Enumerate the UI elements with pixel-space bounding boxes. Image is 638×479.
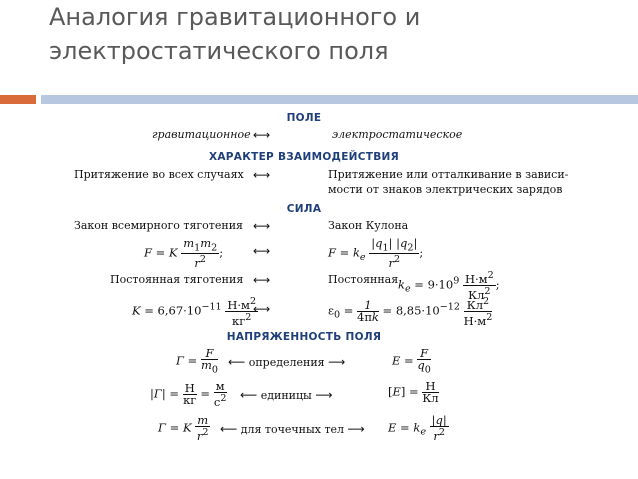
label-units: единицы <box>260 389 312 402</box>
formula-ke-value: $k_e = 9\cdot 10^9$ $\frac{Н\cdot м^2}{Кл^2}$ ; <box>398 270 500 302</box>
label-attraction-all: Притяжение во всех случаях <box>74 168 244 181</box>
arrow-both-icon: ⟷ <box>253 219 271 233</box>
label-attraction-or-repulsion-1: Притяжение или отталкивание в зависи- <box>328 168 569 181</box>
slide-title-line-1: Аналогия гравитационного и <box>49 3 421 31</box>
arrow-both-icon: ⟷ <box>253 128 271 142</box>
arrow-both-icon: ⟷ <box>253 244 271 258</box>
units-row-label <box>240 388 333 402</box>
arrow-both-icon: ⟷ <box>253 168 271 182</box>
formula-table-image <box>70 106 569 443</box>
arrow-left-icon: ⟵ <box>228 355 246 369</box>
label-law-gravity: Закон всемирного тяготения <box>74 219 243 232</box>
label-electrostatic: электростатическое <box>332 128 463 141</box>
label-const-grav: Постоянная тяготения <box>110 273 244 286</box>
heading-intensity: НАПРЯЖЕННОСТЬ ПОЛЯ <box>226 331 382 343</box>
heading-field: ПОЛЕ <box>286 112 322 124</box>
arrow-left-icon: ⟵ <box>220 422 238 436</box>
formula-gravity-force: F = K $\frac{m_1m_2}{r^2}$ ; <box>144 236 224 271</box>
label-attraction-or-repulsion-2: мости от знаков электрических зарядов <box>328 183 563 196</box>
accent-bar-blue <box>41 95 638 104</box>
formula-e-units: [E] = $\frac{Н}{Кл}$ <box>388 379 439 405</box>
label-definitions: определения <box>248 356 325 369</box>
heading-force: СИЛА <box>286 203 322 215</box>
formula-gamma-point: Γ = K $\frac{m}{r^2}$ <box>158 413 209 443</box>
definitions-row-label <box>228 355 345 369</box>
arrow-both-icon: ⟷ <box>253 273 271 287</box>
formula-gamma-definition: Γ = $\frac{F}{m_0}$ <box>176 346 218 376</box>
arrow-both-icon: ⟷ <box>253 302 271 316</box>
formula-gamma-units: |Γ| = $\frac{Н}{кг}$ = $\frac{м}{с^2}$ <box>150 379 227 409</box>
label-point-bodies: для точечных тел <box>240 423 345 436</box>
accent-bar-orange <box>0 95 36 104</box>
formula-k-value: $K = 6,67\cdot 10^{-11}$ $\frac{Н\cdot м^2}{кг^2}$ <box>132 296 257 328</box>
heading-interaction: ХАРАКТЕР ВЗАИМОДЕЙСТВИЯ <box>208 151 400 163</box>
arrow-right-icon: ⟶ <box>315 388 333 402</box>
arrow-right-icon: ⟶ <box>328 355 346 369</box>
arrow-left-icon: ⟵ <box>240 388 258 402</box>
slide-title <box>49 0 629 68</box>
slide-title-line-2: электростатического поля <box>49 37 389 65</box>
label-const-el: Постоянная <box>328 273 399 286</box>
label-gravitational: гравитационное <box>152 128 251 141</box>
label-law-coulomb: Закон Кулона <box>328 219 409 232</box>
formula-eps0-value: $\varepsilon_0$ = $\frac{1}{4\pi k}$ = $8,85\cdot 10^{-12}$ $\frac{Кл^2}{Н\cdot м^2}$ <box>328 296 493 328</box>
formula-e-point: $E = k_e$ $\frac{|q|}{r^2}$ <box>388 413 447 443</box>
formula-e-definition: E = $\frac{F}{q_0}$ <box>392 346 431 376</box>
point-bodies-row-label <box>220 422 365 436</box>
arrow-right-icon: ⟶ <box>347 422 365 436</box>
formula-coulomb-force: $F = k_e$ $\frac{|q_1| |q_2|}{r^2}$ ; <box>328 236 424 271</box>
